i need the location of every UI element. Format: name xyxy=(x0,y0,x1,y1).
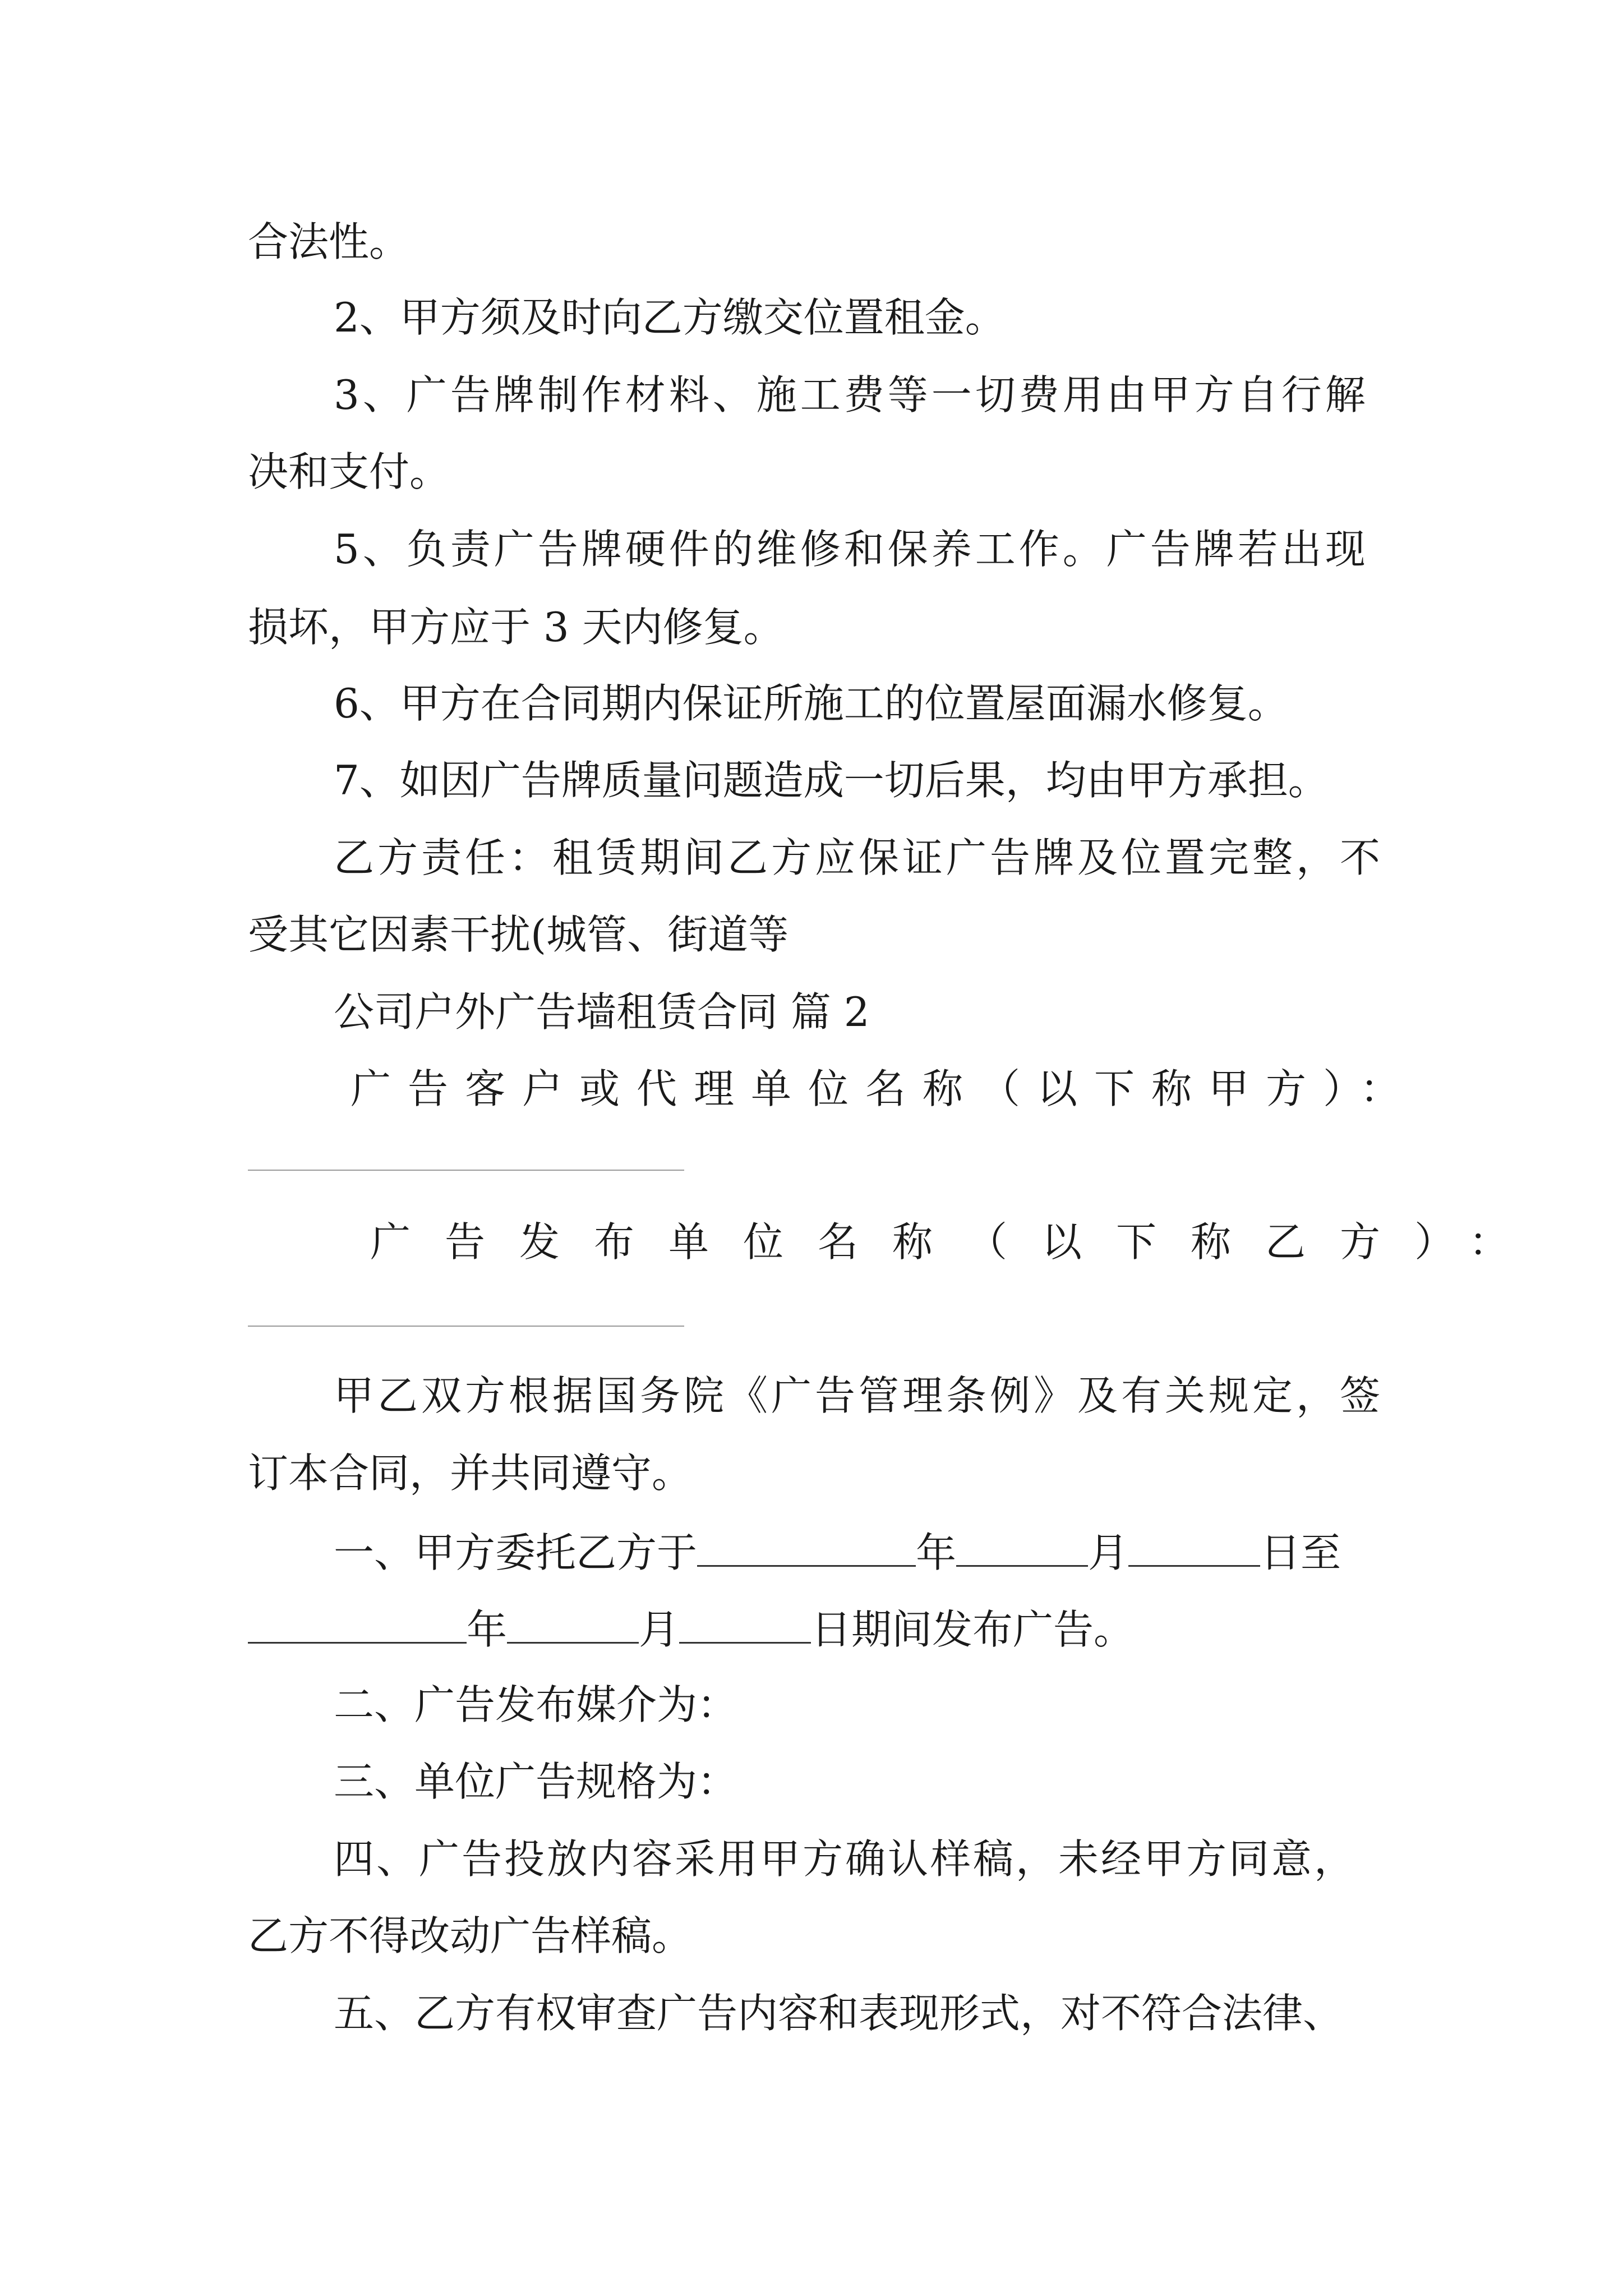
text-line: 合法性。 xyxy=(248,218,410,265)
end-year-blank[interactable] xyxy=(248,1607,467,1644)
clause-three: 三、单位广告规格为： xyxy=(334,1758,738,1805)
start-year-blank[interactable] xyxy=(697,1530,916,1567)
to-label: 日至 xyxy=(1260,1529,1341,1576)
end-month-blank[interactable] xyxy=(507,1607,639,1644)
clause-one-prefix: 一、甲方委托乙方于 xyxy=(334,1529,698,1576)
clause-four-line-1: 四、广告投放内容采用甲方确认样稿，未经甲方同意， xyxy=(334,1835,1357,1883)
basis-line-1: 甲乙双方根据国务院《广告管理条例》及有关规定，签 xyxy=(334,1372,1384,1419)
party-a-blank-line xyxy=(248,1170,684,1171)
section-heading: 公司户外广告墙租赁合同 篇 2 xyxy=(334,988,870,1036)
clause-3-line-2: 决和支付。 xyxy=(248,448,450,495)
year-label: 年 xyxy=(916,1529,957,1576)
party-b-blank-line xyxy=(248,1326,684,1327)
end-day-blank[interactable] xyxy=(679,1607,811,1644)
clause-3-line-1: 3、广告牌制作材料、施工费等一切费用由甲方自行解 xyxy=(334,371,1369,418)
party-a-label: 广告客户或代理单位名称（以下称甲方）： xyxy=(351,1065,1418,1112)
clause-one-suffix: 日期间发布广告。 xyxy=(811,1606,1135,1653)
clause-four-line-2: 乙方不得改动广告样稿。 xyxy=(248,1912,693,1959)
clause-one-line-2 xyxy=(248,1606,1135,1653)
year-label: 年 xyxy=(467,1606,508,1653)
party-b-label: 广告发布单位名称（以下称乙方）： xyxy=(370,1218,1544,1266)
clause-5-line-2: 损坏，甲方应于 3 天内修复。 xyxy=(248,604,784,651)
start-day-blank[interactable] xyxy=(1128,1530,1260,1567)
clause-2: 2、甲方须及时向乙方缴交位置租金。 xyxy=(334,294,1006,341)
clause-two: 二、广告发布媒介为： xyxy=(334,1681,738,1728)
clause-7: 7、如因广告牌质量问题造成一切后果，均由甲方承担。 xyxy=(334,757,1329,804)
start-month-blank[interactable] xyxy=(956,1530,1088,1567)
month-label: 月 xyxy=(639,1606,680,1653)
clause-five: 五、乙方有权审查广告内容和表现形式，对不符合法律、 xyxy=(334,1990,1344,2037)
month-label: 月 xyxy=(1088,1529,1129,1576)
clause-6: 6、甲方在合同期内保证所施工的位置屋面漏水修复。 xyxy=(334,680,1288,727)
party-b-duty-line-1: 乙方责任：租赁期间乙方应保证广告牌及位置完整，不 xyxy=(334,834,1384,881)
basis-line-2: 订本合同，并共同遵守。 xyxy=(248,1450,693,1497)
party-b-duty-line-2: 受其它因素干扰(城管、街道等 xyxy=(248,911,789,958)
clause-5-line-1: 5、负责广告牌硬件的维修和保养工作。广告牌若出现 xyxy=(334,526,1369,573)
clause-one-line-1 xyxy=(334,1529,1341,1576)
